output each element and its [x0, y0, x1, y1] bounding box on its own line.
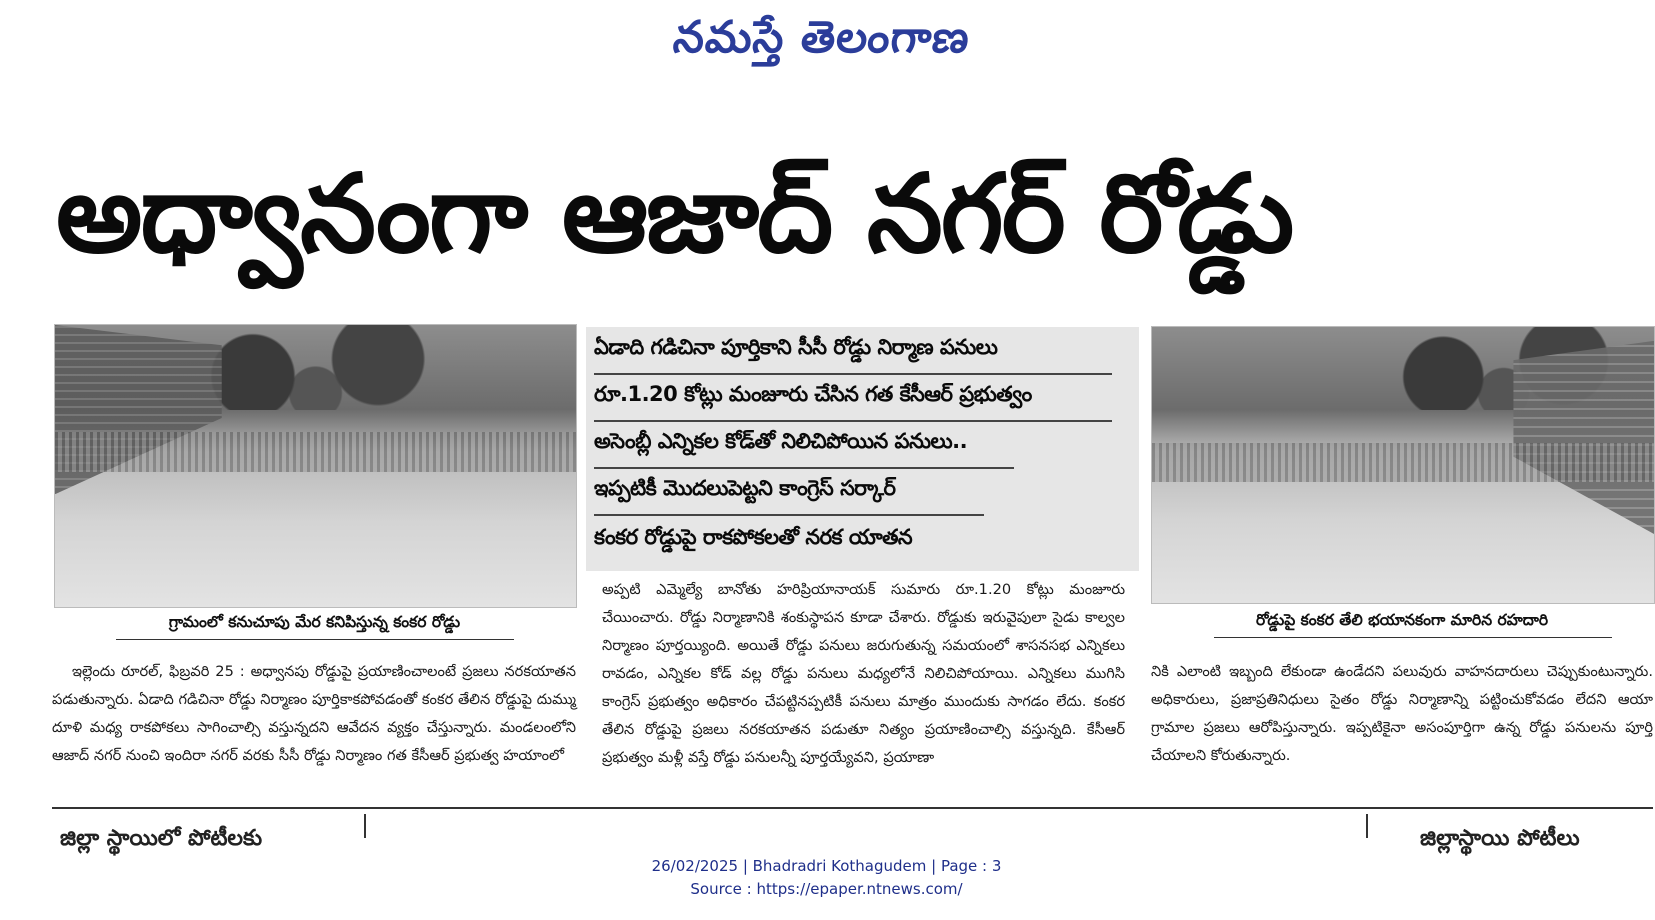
left-caption-underline [116, 639, 514, 640]
deck-line: కంకర రోడ్డుపై రాకపోకలతో నరక యాతన [594, 525, 913, 549]
right-photo [1151, 326, 1655, 604]
body-paragraph: ఇల్లెందు రూరల్, ఫిబ్రవరి 25 : అధ్వానపు రోడ్డుపై ప్రయాణించాలంటే ప్రజలు నరకయాతన పడుతున్నారు. ఏడాది గడిచినా రోడ్డు నిర్మాణం పూర్తికాకపోవడంతో కంకర తేలిన రోడ్డుపై దుమ్ము దూళి మధ్య రాకపోకలు సాగించాల్సి వస్తున్నదని ఆవేదన వ్యక్తం చేస్తున్నారు. మండలంలోని ఆజాద్ నగర్ నుంచి ఇందిరా నగర్ వరకు సీసీ రోడ్డు నిర్మాణం గత కేసీఆర్ ప్రభుత్వ హయాంలో [52, 663, 576, 764]
left-photo [54, 324, 577, 608]
body-paragraph: నికి ఎలాంటి ఇబ్బంది లేకుండా ఉండేదని పలువురు వాహనదారులు చెప్పుకుంటున్నారు. అధికారులు, ప్రజాప్రతినిధులు సైతం రోడ్డు నిర్మాణాన్ని పట్టించుకోవడం లేదని ఆయా గ్రామాల ప్రజలు ఆరోపిస్తున్నారు. ఇప్పటికైనా అసంపూర్తిగా ఉన్న రోడ్డు పనులను పూర్తి చేయాలని కోరుతున్నారు. [1151, 663, 1653, 764]
body-paragraph: అప్పటి ఎమ్మెల్యే బానోతు హరిప్రియానాయక్ సుమారు రూ.1.20 కోట్లు మంజూరు చేయించారు. రోడ్డు నిర్మాణానికి శంకుస్థాపన కూడా చేశారు. రోడ్డుకు ఇరువైపులా సైడు కాల్వల నిర్మాణం పూర్తయ్యింది. అయితే రోడ్డు పనులు జరుగుతున్న సమయంలో శాసనసభ ఎన్నికలు రావడం, ఎన్నికల కోడ్ వల్ల రోడ్డు పనులు మధ్యలోనే నిలిచిపోయాయి. ఎన్నికలు ముగిసి కాంగ్రెస్ ప్రభుత్వం అధికారం చేపట్టినప్పటికీ పనులు మాత్రం ముందుకు సాగడం లేదు. కంకర తేలిన రోడ్డుపై ప్రజలు నరకయాతన పడుతూ నిత్యం ప్రయాణించాల్సి వస్తున్నది. కేసీఆర్ ప్రభుత్వం మళ్లీ వస్తే రోడ్డు పనులన్నీ పూర్తయ్యేవని, ప్రయాణా [602, 581, 1125, 766]
deck-divider [594, 467, 1014, 469]
right-photo-caption: రోడ్డుపై కంకర తేలి భయానకంగా మారిన రహదారి [1255, 611, 1549, 629]
footer [0, 855, 1653, 901]
teaser-right: జిల్లాస్థాయి పోటీలు [1420, 826, 1580, 851]
column-divider [1366, 814, 1368, 838]
body-column-3 [1151, 658, 1653, 768]
deck-divider [594, 420, 1112, 422]
masthead [0, 0, 1653, 82]
deck-divider [594, 373, 1112, 375]
deck-line: ఏడాది గడిచినా పూర్తికాని సీసీ రోడ్డు నిర్మాణ పనులు [594, 335, 998, 359]
headline: అధ్వానంగా ఆజాద్ నగర్ రోడ్డు [56, 152, 1293, 277]
deck-line: ఇప్పటికీ మొదలుపెట్టని కాంగ్రెస్ సర్కార్ [594, 476, 896, 500]
right-caption-underline [1214, 637, 1612, 638]
deck-line: అసెంబ్లీ ఎన్నికల కోడ్‌తో నిలిచిపోయిన పనులు.. [594, 429, 968, 453]
column-divider [364, 814, 366, 838]
body-column-1 [52, 658, 576, 798]
footer-date-line: 26/02/2025 | Bhadradri Kothagudem | Page : 3 [651, 857, 1002, 875]
newspaper-logo: నమస్తే తెలంగాణ [671, 12, 973, 63]
section-divider [52, 807, 1653, 809]
left-photo-caption: గ్రామంలో కనుచూపు మేర కనిపిస్తున్న కంకర రోడ్డు [168, 613, 461, 631]
footer-source-line: Source : https://epaper.ntnews.com/ [690, 880, 963, 898]
teaser-left: జిల్లా స్థాయిలో పోటీలకు [60, 826, 263, 851]
deck-divider [594, 514, 984, 516]
deck-box [586, 327, 1139, 571]
body-column-2 [602, 576, 1125, 798]
deck-line: రూ.1.20 కోట్లు మంజూరు చేసిన గత కేసీఆర్ ప్రభుత్వం [594, 382, 1032, 406]
